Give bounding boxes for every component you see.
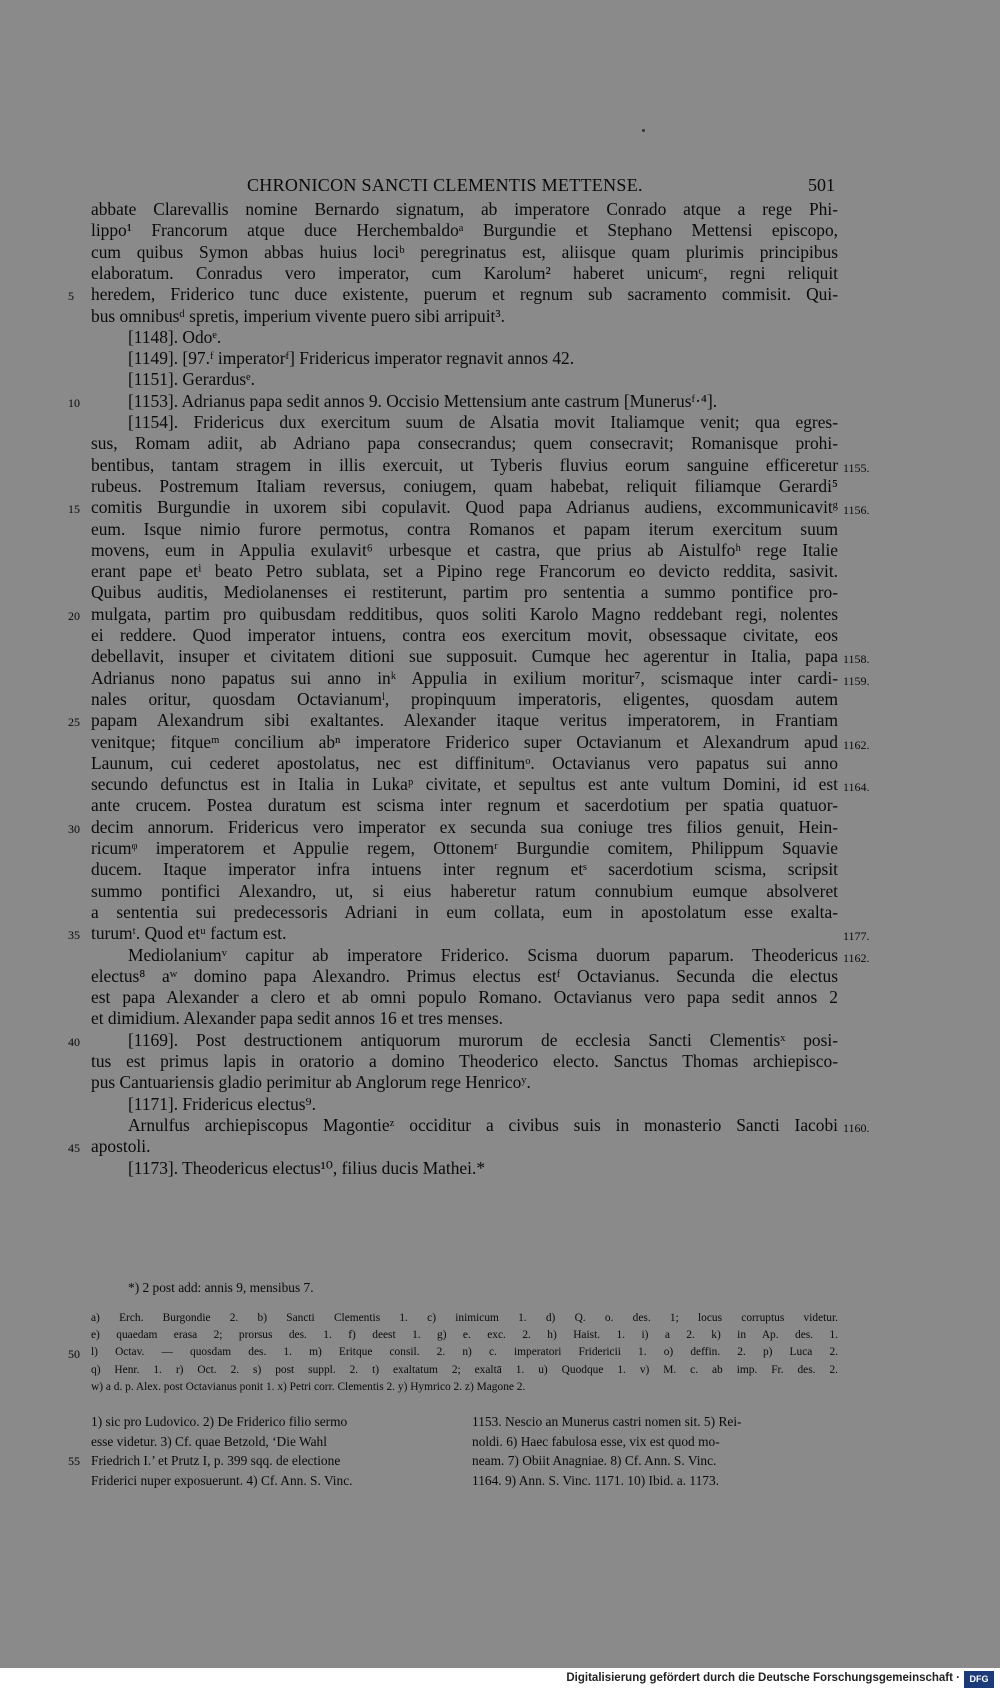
margin-year: 1156. bbox=[843, 503, 870, 518]
text-line: [1148]. Odoᵉ. bbox=[128, 326, 222, 347]
line-number: 15 bbox=[68, 502, 80, 517]
text-line: Quibus auditis, Mediolanenses ei restiterunt, partim pro sententia a summo pontifice pro- bbox=[91, 582, 838, 603]
margin-year: 1155. bbox=[843, 460, 870, 475]
text-line: summo pontifici Alexandro, ut, si eius haberetur ratum connubium eumque absolveret bbox=[91, 880, 838, 901]
scan-speck bbox=[642, 129, 645, 132]
text-line: ei reddere. Quod imperator intuens, contra eos exercitum movit, obsessaque civitate, eos bbox=[91, 625, 838, 645]
numbered-note-left: esse videtur. 3) Cf. quae Betzold, ‘Die Wahl bbox=[91, 1433, 327, 1449]
text-line: ante crucem. Postea duratum est scisma inter regnum et sacerdotium per spatia quatuor- bbox=[91, 795, 838, 816]
text-line: [1153]. Adrianus papa sedit annos 9. Occisio Mettensium ante castrum [Munerusᶠ·⁴]. bbox=[128, 390, 718, 411]
text-line: comitis Burgundie in uxorem sibi copulavit. Quod papa Adrianus audiens, excommunicavitᵍ bbox=[91, 497, 838, 518]
page-number: 501 bbox=[808, 175, 835, 195]
text-line: [1173]. Theodericus electus¹⁰, filius ducis Mathei.* bbox=[128, 1157, 486, 1178]
text-line: cum quibus Symon abbas huius lociᵇ peregrinatus est, aliisque quam plurimis principibus bbox=[91, 241, 838, 262]
text-line: rubeus. Postremum Italiam reversus, coniugem, quam habebat, reliquit filiamque Gerardi⁵ bbox=[91, 475, 838, 496]
text-line: [1154]. Fridericus dux exercitum suum de Alsatia movit Italiamque venit; qua egres- bbox=[128, 412, 838, 432]
text-line: et dimidium. Alexander papa sedit annos 16 et tres menses. bbox=[91, 1008, 503, 1029]
line-number: 35 bbox=[68, 928, 80, 943]
numbered-note-left: Friderici nuper exposuerunt. 4) Cf. Ann. S. Vinc. bbox=[91, 1472, 353, 1488]
text-line: bus omnibusᵈ spretis, imperium vivente puero sibi arripuit³. bbox=[91, 305, 505, 326]
text-line: [1151]. Gerardusᵉ. bbox=[128, 369, 255, 390]
text-line: mulgata, partim pro quibusdam redditibus, quos soliti Karolo Magno reddebant regi, nolentes bbox=[91, 603, 838, 624]
line-number: 40 bbox=[68, 1034, 80, 1049]
numbered-note-left: Friedrich I.’ et Prutz I, p. 399 sqq. de electione bbox=[91, 1453, 341, 1468]
dfg-logo: DFG bbox=[964, 1671, 994, 1688]
text-line: est papa Alexander a clero et ab omni populo Romano. Octavianus vero papa sedit annos 2 bbox=[91, 987, 838, 1008]
margin-year: 1162. bbox=[843, 737, 870, 752]
numbered-note-left: 1) sic pro Ludovico. 2) De Friderico filio sermo bbox=[91, 1414, 348, 1429]
text-line: Mediolaniumᵛ capitur ab imperatore Friderico. Scisma duorum paparum. Theodericus bbox=[128, 944, 838, 965]
text-line: [1149]. [97.ᶠ imperatorᶠ] Fridericus imperator regnavit annos 42. bbox=[128, 348, 575, 369]
text-line: [1169]. Post destructionem antiquorum murorum de ecclesia Sancti Clementisˣ posi- bbox=[128, 1029, 838, 1050]
variant-note-line: l) Octav. — quosdam des. 1. m) Eritque consil. 2. n) c. imperatori Fridericii 1. o) deffin. 2. p) Luca 2. bbox=[91, 1346, 838, 1359]
margin-year: 1177. bbox=[843, 929, 870, 944]
text-line: venitque; fitqueᵐ concilium abⁿ imperatore Friderico super Octavianum et Alexandrum apud bbox=[91, 731, 838, 752]
numbered-note-right: 1164. 9) Ann. S. Vinc. 1171. 10) Ibid. a. 1173. bbox=[472, 1472, 720, 1488]
line-number: 10 bbox=[68, 395, 80, 410]
margin-year: 1164. bbox=[843, 780, 870, 795]
text-line: turumᵗ. Quod etᵘ factum est. bbox=[91, 923, 287, 944]
text-line: bentibus, tantam stragem in illis exercuit, ut Tyberis fluvius eorum sanguine efficeretur bbox=[91, 454, 838, 475]
text-line: ducem. Itaque imperator infra intuens inter regnum etˢ sacerdotium scisma, scripsit bbox=[91, 859, 838, 880]
text-line: heredem, Friderico tunc duce existente, puerum et regnum sub sacramento commisit. Qui- bbox=[91, 284, 838, 305]
variant-note-line: e) quaedam erasa 2; prorsus des. 1. f) deest 1. g) e. exc. 2. h) Haist. 1. i) a 2. k) in Ap. des. 1. bbox=[91, 1329, 838, 1342]
text-line: papam Alexandrum sibi exaltantes. Alexander itaque veritus imperatorem, in Frantiam bbox=[91, 710, 838, 731]
margin-year: 1160. bbox=[843, 1120, 870, 1135]
numbered-note-right: neam. 7) Obiit Anagniae. 8) Cf. Ann. S. Vinc. bbox=[472, 1453, 717, 1468]
line-number: 45 bbox=[68, 1141, 80, 1156]
variant-note-line: q) Henr. 1. r) Oct. 2. s) post suppl. 2. t) exaltatum 2; exaltā 1. u) Quodque 1. v) M. c. ab imp. Fr. des. 2. bbox=[91, 1363, 838, 1376]
text-line: abbate Clarevallis nomine Bernardo signatum, ab imperatore Conrado atque a rege Phi- bbox=[91, 199, 838, 219]
text-line: eum. Isque nimio furore permotus, contra Romanos et papam iterum exercitum suum bbox=[91, 518, 838, 539]
line-number: 55 bbox=[68, 1454, 80, 1468]
text-line: Arnulfus archiepiscopus Magontieᶻ occiditur a civibus suis in monasterio Sancti Iacobi bbox=[128, 1114, 838, 1135]
running-header: CHRONICON SANCTI CLEMENTIS METTENSE. bbox=[247, 175, 643, 195]
text-line: Adrianus nono papatus sui anno inᵏ Appulia in exilium moritur⁷, scismaque inter cardi- bbox=[91, 667, 838, 688]
text-line: debellavit, insuper et civitatem ditioni sue supposuit. Cumque hec agerentur in Italia, papa bbox=[91, 646, 838, 667]
text-line: elaboratum. Conradus vero imperator, cum Karolum² haberet unicumᶜ, regni reliquit bbox=[91, 262, 838, 283]
text-line: secundo defunctus est in Italia in Lukaᵖ civitate, et sepultus est ante vultum Domini, id est bbox=[91, 774, 838, 795]
margin-year: 1159. bbox=[843, 673, 870, 688]
footer-text: Digitalisierung gefördert durch die Deutsche Forschungsgemeinschaft · bbox=[566, 1672, 960, 1684]
numbered-note-right: noldi. 6) Haec fabulosa esse, vix est quod mo- bbox=[472, 1433, 720, 1449]
margin-year: 1162. bbox=[843, 950, 870, 965]
star-footnote: *) 2 post add: annis 9, mensibus 7. bbox=[128, 1280, 314, 1295]
line-number: 25 bbox=[68, 715, 80, 730]
line-number: 5 bbox=[68, 289, 74, 304]
text-line: erant pape etⁱ beato Petro sublata, set a Pipino rege Francorum eo devicto reddita, sasivit. bbox=[91, 561, 838, 582]
text-line: nales oritur, quosdam Octavianumˡ, propinquum imperatoris, eligentes, quosdam autem bbox=[91, 688, 838, 709]
variant-note-line: w) a d. p. Alex. post Octavianus ponit 1. x) Petri corr. Clementis 2. y) Hymrico 2. z) Magone 2. bbox=[91, 1380, 526, 1393]
text-line: pus Cantuariensis gladio perimitur ab Anglorum rege Henricoʸ. bbox=[91, 1072, 531, 1093]
text-line: a sententia sui predecessoris Adriani in eum collata, eum in apostolatum esse exalta- bbox=[91, 901, 838, 922]
text-line: apostoli. bbox=[91, 1136, 151, 1157]
line-number: 30 bbox=[68, 821, 80, 836]
text-line: Launum, cui cederet apostolatus, nec est diffinitumᵒ. Octavianus vero papatus sui anno bbox=[91, 752, 838, 773]
variant-note-line: a) Erch. Burgondie 2. b) Sancti Clementis 1. c) inimicum 1. d) Q. o. des. 1; locus corruptus videtur. bbox=[91, 1312, 838, 1324]
text-line: tus est primus lapis in oratorio a domino Theoderico electo. Sanctus Thomas archiepisco- bbox=[91, 1051, 838, 1071]
line-number: 50 bbox=[68, 1347, 80, 1362]
text-line: ricumᵠ imperatorem et Appulie regem, Ottonemʳ Burgundie comitem, Philippum Squavie bbox=[91, 838, 838, 858]
line-number: 20 bbox=[68, 608, 80, 623]
numbered-note-right: 1153. Nescio an Munerus castri nomen sit. 5) Rei- bbox=[472, 1414, 742, 1429]
text-line: [1171]. Fridericus electus⁹. bbox=[128, 1093, 316, 1114]
margin-year: 1158. bbox=[843, 652, 870, 667]
text-line: electus⁸ aʷ domino papa Alexandro. Primus electus estᶠ Octavianus. Secunda die electus bbox=[91, 965, 838, 986]
text-line: movens, eum in Appulia exulavit⁶ urbesque et castra, que prius ab Aistulfoʰ rege Italie bbox=[91, 539, 838, 560]
footer-bar bbox=[0, 1668, 1000, 1692]
text-line: sus, Romam adiit, ab Adriano papa consecrandus; quem consecravit; Romanisque prohi- bbox=[91, 433, 838, 454]
text-line: decim annorum. Fridericus vero imperator ex secunda sua coniuge tres filios genuit, Hein- bbox=[91, 816, 838, 837]
text-line: lippo¹ Francorum atque duce Herchembaldoᵃ Burgundie et Stephano Mettensi episcopo, bbox=[91, 220, 838, 241]
